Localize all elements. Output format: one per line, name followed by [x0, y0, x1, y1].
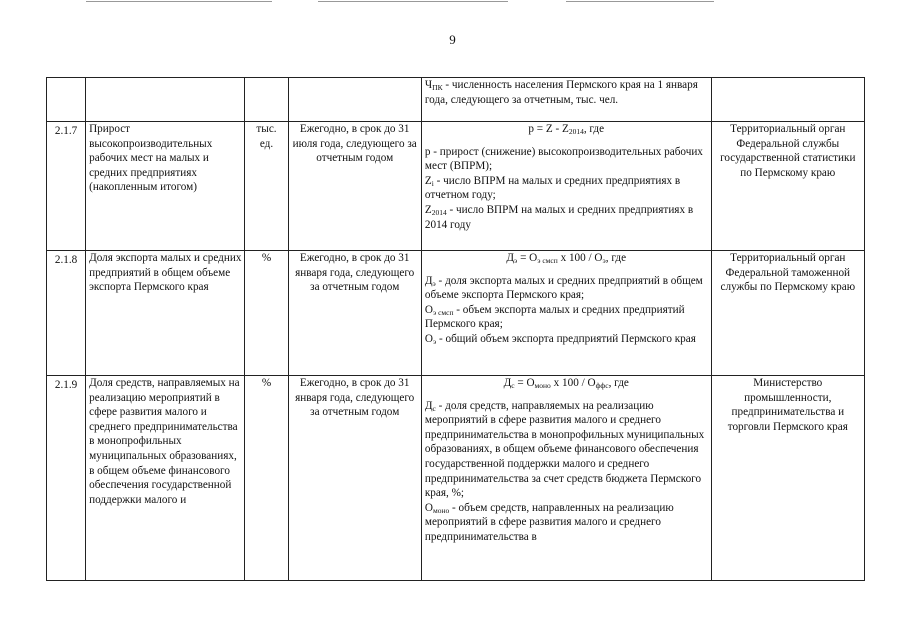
cell-source: Территориальный орган Федеральной службы государственной статистики по Пермскому краю — [711, 122, 864, 251]
cell-term: Ежегодно, в срок до 31 января года, следующего за отчетным годом — [288, 251, 421, 376]
formula-main: $Д_с = О_{моно}$ х $100 / О_{ффс}$, где — [503, 377, 629, 390]
formula-var-zi: $Z_i$ - число ВПРМ на малых и средних предприятиях в отчетном году; — [424, 174, 681, 202]
cell-name — [86, 78, 245, 122]
cell-number — [47, 78, 86, 122]
table-row — [47, 376, 865, 581]
cell-formula — [421, 78, 711, 122]
formula-var-o1: $О_{моно}$ - объем средств, направленных на реализацию мероприятий в сфере развития малого и среднего предпринимательства в — [424, 501, 674, 543]
cell-number: 2.1.7 — [47, 122, 86, 251]
formula-var-d: $Д_э$ - доля экспорта малых и средних предприятий в общем объеме экспорта Пермского края; — [424, 274, 703, 302]
cell-formula — [421, 376, 711, 581]
cell-name: Доля экспорта малых и средних предприятий в общем объеме экспорта Пермского края — [86, 251, 245, 376]
table-row — [47, 78, 865, 122]
cell-unit — [245, 78, 288, 122]
cell-term: Ежегодно, в срок до 31 января года, следующего за отчетным годом — [288, 376, 421, 581]
cell-name: Доля средств, направляемых на реализацию мероприятий в сфере развития малого и среднего предпринимательства в монопрофильных муниципальных образованиях, в общем объеме финансового обеспечения государственной поддержки малого и — [86, 376, 245, 581]
top-border-line — [86, 1, 272, 2]
cell-formula — [421, 122, 711, 251]
table-row — [47, 251, 865, 376]
formula-var-o1: $О_{э смсп}$ - объем экспорта малых и средних предприятий Пермского края; — [424, 303, 685, 331]
cell-source: Министерство промышленности, предпринимательства и торговли Пермского края — [711, 376, 864, 581]
cell-source: Территориальный орган Федеральной таможенной службы по Пермскому краю — [711, 251, 864, 376]
cell-unit: % — [245, 376, 288, 581]
table-row — [47, 122, 865, 251]
formula-var-z2014: $Z_{2014}$ - число ВПРМ на малых и средних предприятиях в 2014 году — [424, 203, 694, 231]
page-number: 9 — [449, 32, 456, 47]
cell-term: Ежегодно, в срок до 31 июля года, следующего за отчетным годом — [288, 122, 421, 251]
formula-var-o2: $О_э$ - общий объем экспорта предприятий Пермского края — [424, 332, 696, 346]
cell-number: 2.1.8 — [47, 251, 86, 376]
cell-term — [288, 78, 421, 122]
cell-unit: тыс. ед. — [245, 122, 288, 251]
top-border-line — [566, 1, 714, 2]
cell-source — [711, 78, 864, 122]
formula-var-p: p - прирост (снижение) высокопроизводительных рабочих мест (ВПРМ); — [424, 145, 703, 173]
cell-name: Прирост высокопроизводительных рабочих мест на малых и средних предприятиях (накопленным итогом) — [86, 122, 245, 251]
formula-var-d: $Д_с$ - доля средств, направляемых на реализацию мероприятий в сфере развития малого и среднего предпринимательства в монопрофильных муниципальных образованиях, в общем объеме финансового обеспечения государственной поддержки малого и среднего предпринимательства за счет средств бюджета Пермского края, %; — [424, 399, 705, 500]
formula-main: $Д_э = О_{э смсп}$ х $100 / О_э$, где — [506, 252, 627, 265]
indicator-table — [46, 77, 865, 581]
cell-number: 2.1.9 — [47, 376, 86, 581]
cell-unit: % — [245, 251, 288, 376]
top-border-line — [318, 1, 508, 2]
cell-formula — [421, 251, 711, 376]
formula-main: $p = Z - Z_{2014}$, где — [528, 123, 605, 136]
population-definition: $Ч_{ПК}$ - численность населения Пермского края на 1 января года, следующего за отчетным, тыс. чел. — [424, 79, 698, 106]
